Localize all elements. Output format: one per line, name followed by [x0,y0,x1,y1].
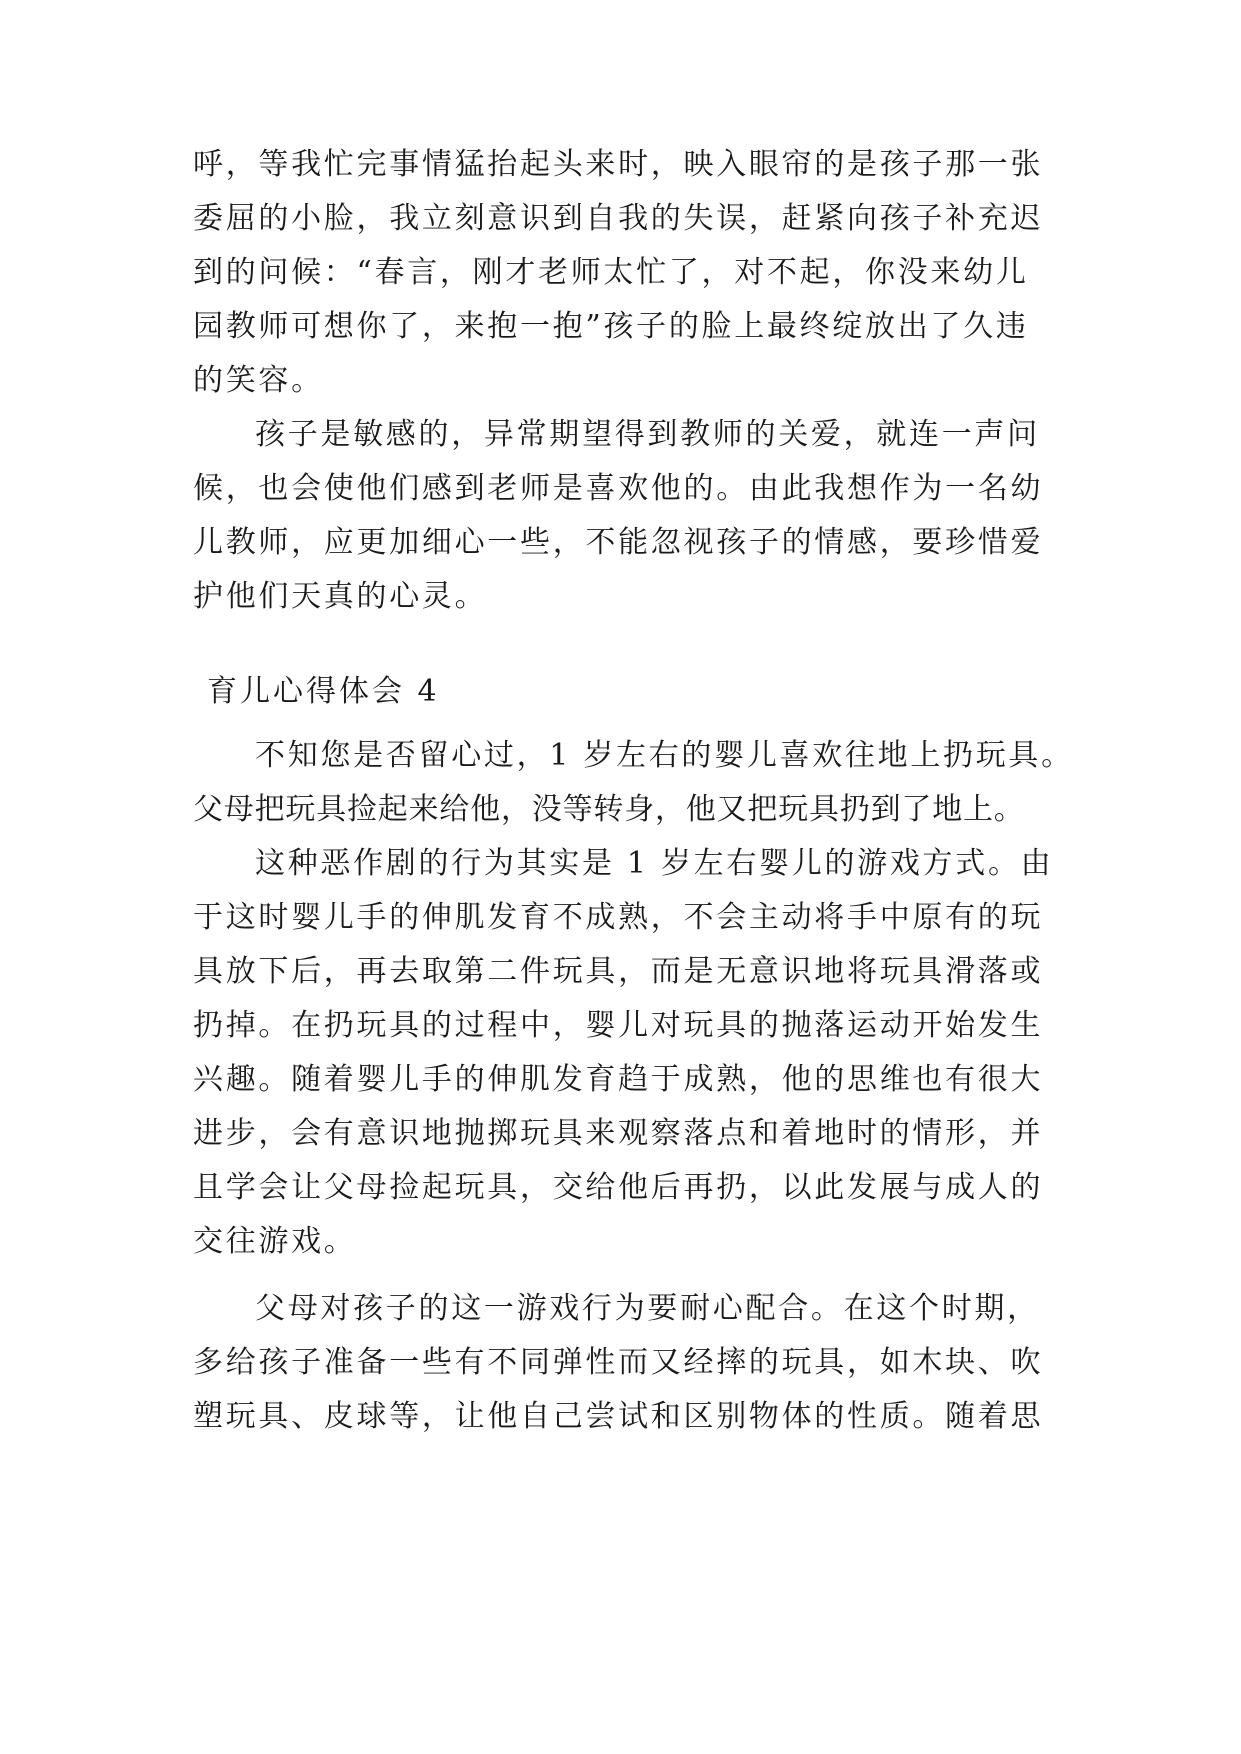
text-line: 护他们天真的心灵。 [193,579,488,614]
text-line: 不知您是否留心过，1 岁左右的婴儿喜欢往地上扔玩具。 [255,738,1074,773]
text-line: 兴趣。随着婴儿手的伸肌发育趋于成熟，他的思维也有很大 [193,1062,1044,1097]
text-line: 呼，等我忙完事情猛抬起头来时，映入眼帘的是孩子那一张 [193,147,1044,182]
text-line: 进步，会有意识地抛掷玩具来观察落点和着地时的情形，并 [193,1116,1044,1151]
text-line: 具放下后，再去取第二件玩具，而是无意识地将玩具滑落或 [193,954,1044,989]
text-line: 候，也会使他们感到老师是喜欢他的。由此我想作为一名幼 [193,471,1044,506]
text-line: 这种恶作剧的行为其实是 1 岁左右婴儿的游戏方式。由 [255,846,1054,881]
text-line: 父母对孩子的这一游戏行为要耐心配合。在这个时期， [255,1291,1040,1326]
text-line: 父母把玩具捡起来给他，没等转身，他又把玩具扔到了地上。 [193,792,1025,827]
text-line: 塑玩具、皮球等，让他自己尝试和区别物体的性质。随着思 [193,1399,1044,1434]
text-line: 扔掉。在扔玩具的过程中，婴儿对玩具的抛落运动开始发生 [193,1008,1044,1043]
text-line: 到的问候：“春言，刚才老师太忙了，对不起，你没来幼儿 [193,255,1029,290]
text-line: 的笑容。 [193,363,324,398]
text-line: 儿教师，应更加细心一些，不能忽视孩子的情感，要珍惜爱 [193,525,1044,560]
section-heading: 育儿心得体会 4 [207,674,440,709]
text-line: 且学会让父母捡起玩具，交给他后再扔，以此发展与成人的 [193,1170,1044,1205]
text-line: 于这时婴儿手的伸肌发育不成熟，不会主动将手中原有的玩 [193,900,1044,935]
text-line: 交往游戏。 [193,1224,357,1259]
text-line: 多给孩子准备一些有不同弹性而又经摔的玩具，如木块、吹 [193,1345,1044,1380]
text-line: 孩子是敏感的，异常期望得到教师的关爱，就连一声问 [255,417,1040,452]
text-line: 委屈的小脸，我立刻意识到自我的失误，赶紧向孩子补充迟 [193,201,1044,236]
text-line: 园教师可想你了，来抱一抱”孩子的脸上最终绽放出了久违 [193,309,1029,344]
